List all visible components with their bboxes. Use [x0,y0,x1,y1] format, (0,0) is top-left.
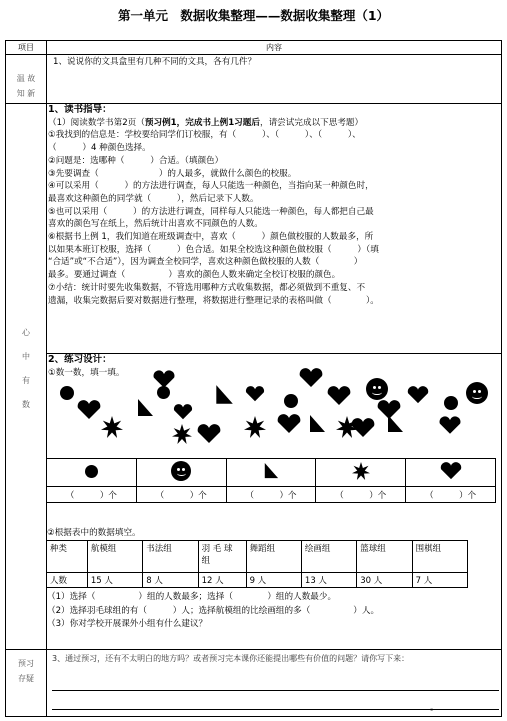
group-name: 绘画组 [301,541,356,573]
shape-collection [46,320,496,440]
row-label: 人数 [47,573,88,588]
page-title [0,6,507,24]
core-label: 心 中 有 数 [22,328,30,409]
practice-q2: ②根据表中的数据填空。 [47,528,141,538]
count-table [46,458,496,503]
reading-line: （1）阅读数学书第2页（预习例1，完成书上例1习题后，请尝试完成以下思考题） [48,117,364,128]
heart-icon [298,368,324,388]
triangle-icon [263,462,279,480]
group-count: 7 人 [412,573,467,588]
fill-question-1: （1）选择（ ）组的人数最多；选择（ ）组的人数最少。 [47,592,337,602]
reading-line: ⑥根据书上例 1，我们知道在班级调查中，喜欢（ ）颜色做校服的人数最多，所 [48,232,374,243]
reading-line: ②问题是：选哪种（ ）合适。（填颜色） [48,155,224,166]
heart-icon [276,414,302,434]
group-count: 9 人 [246,573,301,588]
practice-q1: ①数一数，填一填。 [48,367,125,378]
count-answers-row [47,487,496,503]
count-icons-row [47,459,496,487]
star-icon [172,424,192,444]
triangle-icon [386,414,404,434]
count-cell [136,459,226,487]
header-divider [6,54,501,55]
group-count: 12 人 [198,573,246,588]
count-answer[interactable]: （ ）个 [406,487,496,503]
reading-line: 最喜欢这种颜色的同学就（ ），然后记录下人数。 [48,193,259,204]
triangle-icon [136,398,154,418]
reading-line: “合适”或“不合适”），因为调查全校同学，喜欢这种颜色做校服的人数（ ） [48,257,363,268]
reading-line: ①我找到的信息是：学校要给同学们订校服，有（ ）、（ ）、（ ）、 [48,130,361,141]
group-name: 羽 毛 球 组 [198,541,246,573]
reading-line: ③先要调查（ ）的人最多，就做什么颜色的校服。 [48,168,297,179]
count-answer[interactable]: （ ）个 [47,487,137,503]
group-data-table [46,540,468,588]
star-icon [244,416,266,438]
reading-heading: 1、读书指导： [48,104,112,115]
preview-divider [6,649,501,650]
group-name: 篮球组 [357,541,412,573]
triangle-icon [214,384,234,406]
circle-icon [60,386,74,400]
group-name: 舞蹈组 [246,541,301,573]
content-header: 内容 [266,43,282,52]
count-cell [47,459,137,487]
group-count: 30 人 [357,573,412,588]
heart-icon [438,416,462,435]
circle-icon [85,465,98,478]
group-name: 书法组 [143,541,198,573]
review-question: 1、说说你的文具盒里有几种不同的文具，各有几件？ [53,57,257,67]
preview-label: 预习 存疑 [18,659,34,683]
count-cell [226,459,316,487]
smiley-icon [466,382,488,404]
count-answer[interactable]: （ ）个 [226,487,316,503]
star-icon [101,416,123,438]
reading-line: 以如果本班订校服，选择（ ）色合适。如果全校选这种颜色做校服（ ）（填 [48,244,379,255]
count-answer[interactable]: （ ）个 [136,487,226,503]
heart-icon [326,386,352,406]
count-answer[interactable]: （ ）个 [316,487,406,503]
triangle-icon [308,414,326,434]
heart-icon [439,462,463,480]
lesson-title: 数据收集整理——数据收集整理（1） [180,8,390,23]
star-icon [352,462,370,480]
reading-line: （ ）4 种颜色选择。 [48,143,151,154]
heart-icon [244,386,266,402]
heart-icon [76,400,102,420]
group-count: 13 人 [301,573,356,588]
reading-line: 最多。要通过调查（ ）喜欢的颜色人数来确定全校订校服的颜色。 [48,270,341,281]
fill-question-3: （3）你对学校开展课外小组有什么建议？ [47,619,208,629]
count-cell [406,459,496,487]
end-mark: 。 [430,703,440,713]
heart-icon [196,424,222,444]
count-cell [316,459,406,487]
item-header: 项目 [18,43,34,52]
group-names-row [47,541,468,573]
group-name: 航模组 [87,541,142,573]
heart-icon [350,418,376,438]
reading-line: ⑤也可以采用（ ）的方法进行调查，同样每人只能选一种颜色，每人都把自己最 [48,206,374,217]
group-name: 围棋组 [412,541,467,573]
preview-question: 3、通过预习，还有不太明白的地方吗？或者预习完本课你还能提出哪些有价值的问题？请你写下来： [52,654,410,663]
practice-fill-questions [47,591,503,632]
row-label: 种类 [47,541,88,573]
smiley-icon [171,461,191,481]
circle-icon [444,396,458,410]
reading-line: 喜欢的颜色写在纸上，然后统计出喜欢不同颜色的人数。 [48,219,263,230]
circle-icon [284,394,298,408]
fill-question-2: （2）选择羽毛球组的有（ ）人；选择航模组的比绘画组的多（ ）人。 [47,605,380,616]
unit-title: 第一单元 [117,8,168,23]
heart-icon [172,404,194,420]
reading-guide [48,104,497,307]
smiley-icon [366,378,388,400]
review-label: 温 故 知 新 [16,74,36,98]
group-count: 15 人 [87,573,142,588]
reading-line: ④可以采用（ ）的方法进行调查，每人只能选一种颜色，当指向某一种颜色时， [48,181,374,192]
reading-line: 遗漏，收集完数据后要对数据进行整理，将数据进行整理记录的表格叫做（ ）。 [48,295,379,306]
group-counts-row [47,573,468,588]
answer-line[interactable] [52,690,499,691]
heart-icon [406,386,430,404]
circle-icon [157,386,170,399]
practice-heading: 2、练习设计： [48,354,112,365]
reading-line: ⑦小结：统计时要先收集数据，不管选用哪种方式收集数据，都必须做到不重复、不 [48,282,366,293]
group-count: 8 人 [143,573,198,588]
